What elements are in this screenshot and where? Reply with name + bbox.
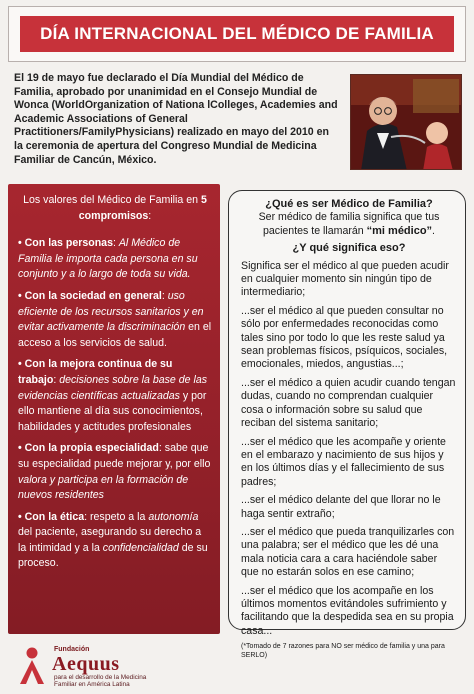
value-label: Con la mejora continua de su trabajo [18,358,173,386]
doctor-photo-illustration [351,75,462,170]
value-sep: : [158,442,165,455]
value-label: Con la ética [24,510,85,523]
value-sep: : [112,237,119,250]
value-label: Con las personas [24,237,113,250]
value-desc: de su proceso. [18,541,208,570]
foundation-logo [14,644,164,690]
values-heading-bold: 5 compromisos [78,194,207,222]
meaning-definition [241,211,457,238]
value-desc-italic: uso eficiente de los recursos sanitarios y en evitar activamente la discriminación [18,289,204,334]
value-desc: del paciente, asegurando su derecho a la intimidad y a la [18,526,202,554]
value-item-personas [18,236,212,283]
value-desc: sabe que su especialidad puede mejorar y, por ello [18,442,211,470]
meaning-subheading: ¿Y qué significa eso? [292,242,406,255]
value-item-sociedad [18,289,212,351]
bullet-icon: • [18,289,25,302]
definition-text: Ser médico de familia significa que tus pacientes te llamarán [258,211,440,237]
value-desc: en el acceso a los servicios de salud. [18,321,212,349]
meaning-item: ...ser el médico que les acompañe y oriente en el embarazo y nacimiento de sus hijos y en los últimos días y el fallecimiento de sus padres; [241,435,446,488]
value-sep: : [161,289,168,302]
bullet-icon: • [18,358,25,371]
value-item-etica [18,510,212,572]
title-frame [8,6,466,62]
value-label: Con la propia especialidad [24,442,159,455]
meaning-item: ...ser el médico delante del que llorar no le haga sentir extraño; [241,494,441,520]
values-panel [8,184,220,634]
bullet-icon: • [18,442,25,455]
value-sep: : [53,373,60,386]
value-desc: respeto a la [90,510,149,523]
bullet-icon: • [18,510,25,523]
value-desc: y por ello mantiene al día sus conocimientos, habilidades y actitudes profesionales [18,389,207,433]
meaning-intro: Significa ser el médico al que pueden acudir en cualquier momento sin ningún tipo de intermediario; [241,259,449,299]
values-heading-text: Los valores del Médico de Familia en [23,194,201,206]
values-heading [18,193,212,224]
bullet-icon: • [18,237,25,250]
value-item-mejora [18,357,212,435]
meaning-item: ...ser el médico al que pueden consultar no sólo por enfermedades reconocidas como tales sino por todo lo que les reste salud ya sean problemas físicos, psíquicos, sociales, emocionales, miedos, angustias...; [241,304,448,371]
value-item-especialidad [18,441,212,503]
meaning-item: ...ser el médico que pueda tranquilizarles con una palabra; ser el médico que les dé una mala noticia cara a cara haciéndole saber que no estarán solos en ese camino; [241,525,455,579]
intro-paragraph: El 19 de mayo fue declarado el Día Mundial del Médico de Familia, aprobado por unanimidad en el Consejo Mundial de Wonca (WorldOrganization of Nationa lColleges, Academies and Academic Associations of General Practitioners/FamilyPhysicians) realizado en mayo del 2010 en la ceremonia de apertura del Congreso Mundial de Medicina Familiar de Cancún, México. [14,72,338,166]
meaning-heading: ¿Qué es ser Médico de Familia? [265,198,433,210]
values-heading-colon: : [148,209,152,222]
value-desc-italic: autonomía [148,510,199,523]
logo-name: Aequus [52,653,120,675]
value-desc-italic: confidencialidad [102,541,179,554]
value-label: Con la sociedad en general [24,289,162,302]
meaning-item: ...ser el médico que los acompañe en los últimos momentos evitándoles sufrimiento y facilitando que la despedida sea en su propia casa... [241,584,454,637]
source-note: (*Tomado de 7 razones para NO ser médico de familia y una para SERLO) [241,643,445,659]
doctor-photo [350,74,462,170]
definition-quote: “mi médico” [366,224,433,237]
aequus-logo-icon [14,646,50,686]
value-desc-italic: valora y participa en la formación de nuevos residentes [18,473,189,502]
meaning-panel [228,190,466,659]
logo-foundation-label: Fundación [54,646,90,653]
value-sep: : [84,510,91,523]
logo-subtitle: para el desarrollo de la Medicina Familiar en América Latina [54,674,147,689]
page-title: DÍA INTERNACIONAL DEL MÉDICO DE FAMILIA [20,16,454,52]
value-desc-italic: decisiones sobre la base de las evidencias científicas actualizadas [18,373,208,402]
value-desc: Al Médico de Familia le importa cada persona en su conjunto y a lo largo de toda su vida. [18,237,198,281]
meaning-item: ...ser el médico a quien acudir cuando tengan dudas, cuando no comprendan cualquier cosa o información sobre su salud que reciban del sistema sanitario; [241,376,456,430]
definition-period: . [432,224,435,237]
